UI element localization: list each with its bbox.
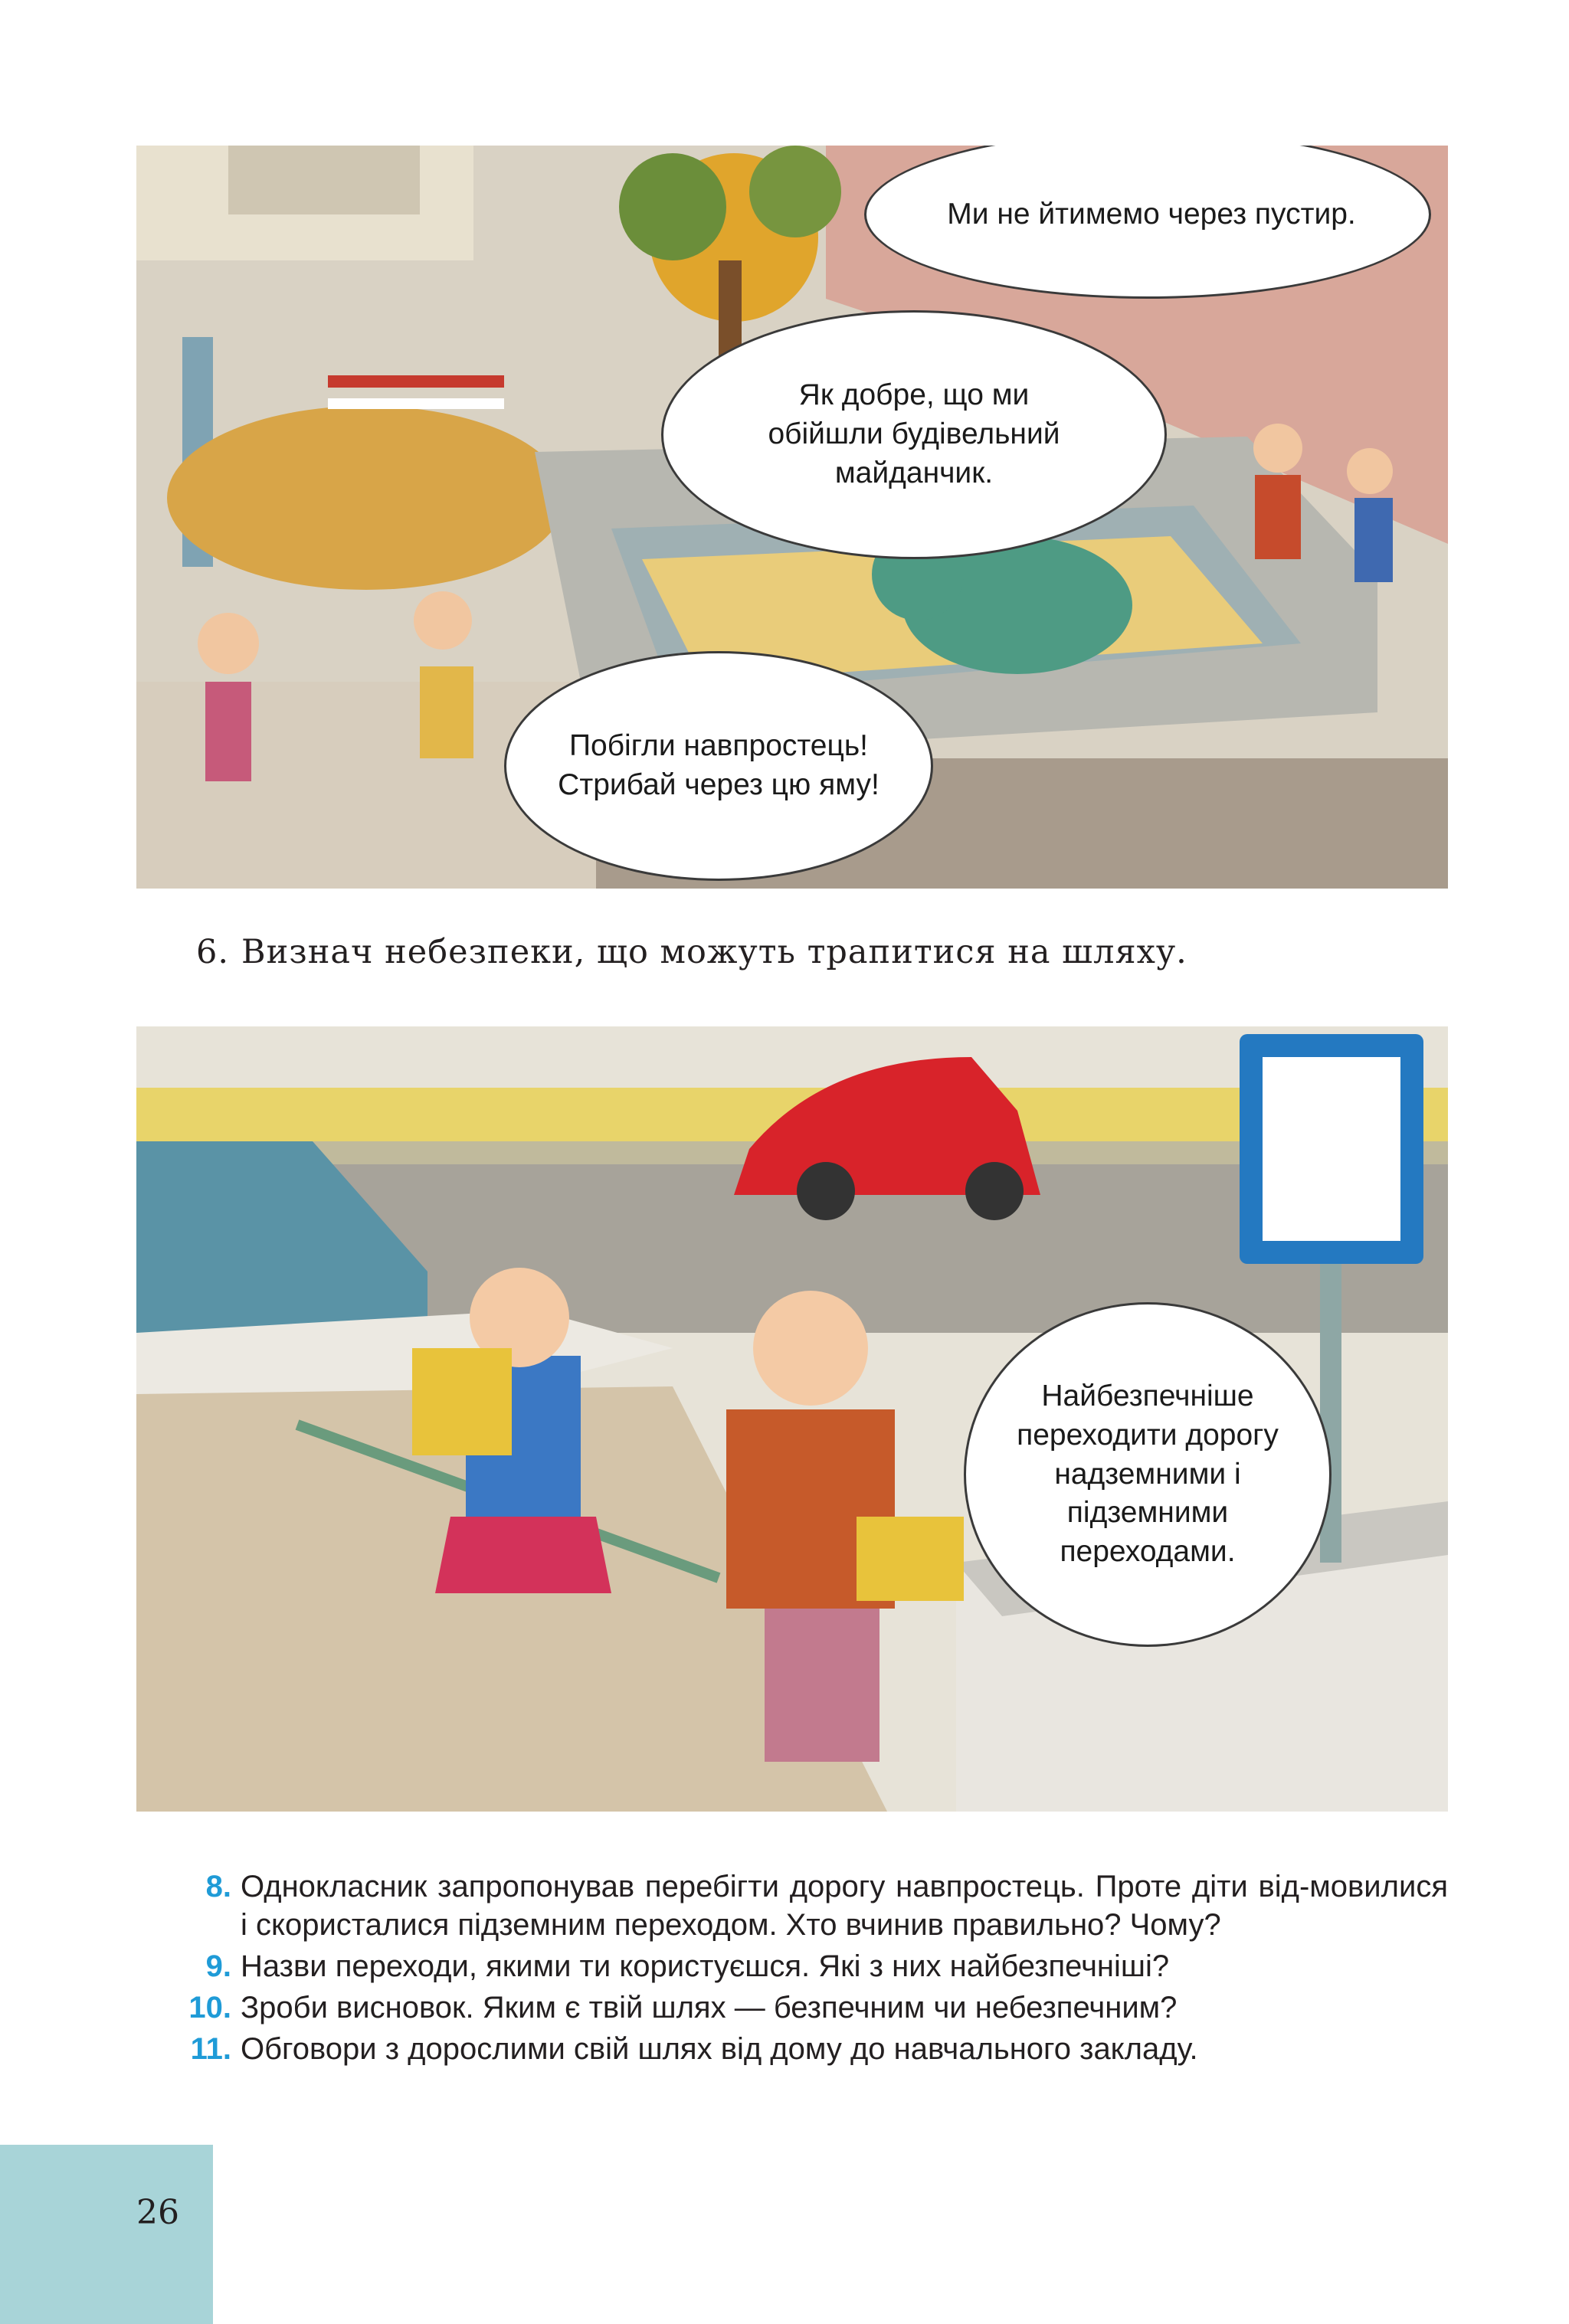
- speech-bubble-safe-crossing: Найбезпечніше переходити дорогу надземними і підземними переходами.: [964, 1302, 1332, 1647]
- page-corner-tab: [0, 2145, 213, 2324]
- task-6: [196, 933, 1422, 971]
- question-item: [184, 2030, 1448, 2068]
- page-number: 26: [136, 2193, 179, 2232]
- question-number: 10.: [188, 1991, 231, 2024]
- illustration-underground-crossing: [136, 1026, 1448, 1812]
- speech-bubble-shortcut: Побігли навпростець! Стрибай через цю яму!: [504, 651, 933, 881]
- question-text: Назви переходи, якими ти користуєшся. Які з них найбезпечніші?: [241, 1949, 1170, 1983]
- illustration-construction-site: [136, 146, 1448, 889]
- speech-bubble-wasteland: Ми не йтимемо через пустир.: [864, 146, 1431, 299]
- question-text: Обговори з дорослими свій шлях від дому до навчального закладу.: [241, 2032, 1198, 2066]
- question-item: [184, 1988, 1448, 2027]
- question-item: [184, 1947, 1448, 1985]
- speech-bubble-construction-site: Як добре, що ми обійшли будівельний майданчик.: [661, 310, 1167, 559]
- question-number: 8.: [205, 1870, 231, 1903]
- task-6-number: 6.: [196, 933, 230, 971]
- question-number: 9.: [205, 1949, 231, 1983]
- question-number: 11.: [190, 2032, 231, 2066]
- question-item: [184, 1867, 1448, 1944]
- question-text: Однокласник запропонував перебігти дорогу навпростець. Проте діти від-мовилися і скористалися підземним переходом. Хто вчинив правильно? Чому?: [241, 1870, 1448, 1942]
- question-text: Зроби висновок. Яким є твій шлях — безпечним чи небезпечним?: [241, 1991, 1178, 2024]
- question-list: [184, 1867, 1448, 2071]
- task-6-text: Визнач небезпеки, що можуть трапитися на шляху.: [241, 933, 1187, 971]
